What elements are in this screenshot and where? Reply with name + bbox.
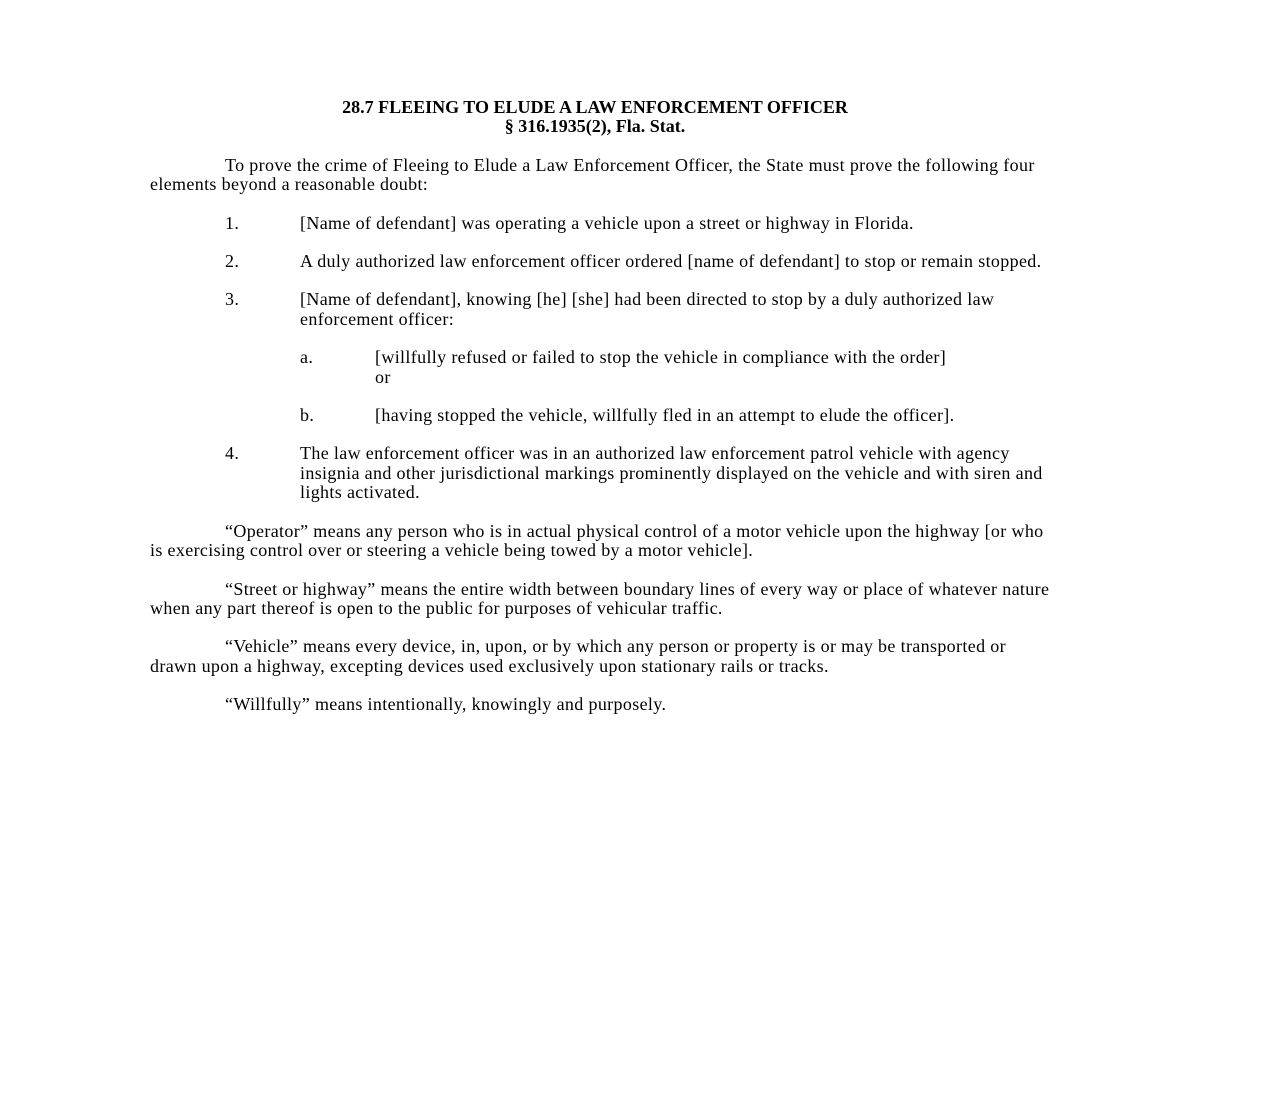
- spacer: [150, 676, 1050, 695]
- spacer: [150, 329, 1050, 348]
- definition-willfully: “Willfully” means intentionally, knowingly and purposely.: [225, 694, 667, 715]
- element-item-2: [150, 252, 1050, 271]
- document-page: [150, 98, 1050, 715]
- spacer: [150, 561, 1050, 580]
- spacer: [150, 503, 1050, 522]
- element-text: [Name of defendant], knowing [he] [she] had been directed to stop by a duly authorized law enforcement officer:: [300, 289, 995, 329]
- definition-street-or-highway: “Street or highway” means the entire width between boundary lines of every way or place of whatever nature when any part thereof is open to the public for purposes of vehicular traffic.: [150, 578, 1050, 618]
- element-number: 1.: [225, 212, 240, 233]
- element-item-4: [150, 444, 1050, 502]
- element-text: A duly authorized law enforcement officer ordered [name of defendant] to stop or remain stopped.: [300, 251, 1042, 272]
- sub-element-letter: b.: [300, 405, 315, 426]
- element-item-3: [150, 290, 1050, 329]
- definition-vehicle: “Vehicle” means every device, in, upon, or by which any person or property is or may be transported or drawn upon a highway, excepting devices used exclusively upon stationary rails or tracks.: [150, 636, 1006, 676]
- element-text: [Name of defendant] was operating a vehicle upon a street or highway in Florida.: [300, 212, 914, 233]
- sub-element-connector: or: [375, 366, 391, 387]
- intro-paragraph: To prove the crime of Fleeing to Elude a Law Enforcement Officer, the State must prove the following four elements beyond a reasonable doubt:: [150, 154, 1035, 195]
- spacer: [150, 387, 1050, 406]
- spacer: [150, 195, 1050, 214]
- sub-element-text: [willfully refused or failed to stop the vehicle in compliance with the order]: [375, 347, 947, 368]
- spacer: [150, 137, 1050, 156]
- element-number: 3.: [225, 289, 240, 310]
- spacer: [150, 271, 1050, 290]
- spacer: [150, 233, 1050, 252]
- document-title: 28.7 FLEEING TO ELUDE A LAW ENFORCEMENT OFFICER: [342, 97, 848, 117]
- sub-element-text: [having stopped the vehicle, willfully fled in an attempt to elude the officer].: [375, 405, 955, 426]
- element-text: The law enforcement officer was in an authorized law enforcement patrol vehicle with agency insignia and other jurisdictional markings prominently displayed on the vehicle and with siren and lights activated.: [300, 443, 1043, 503]
- sub-element-b: [150, 406, 1050, 425]
- sub-element-a: [150, 348, 1050, 387]
- spacer: [150, 618, 1050, 637]
- statute-citation: § 316.1935(2), Fla. Stat.: [504, 116, 686, 137]
- sub-element-letter: a.: [300, 347, 314, 368]
- element-number: 2.: [225, 251, 240, 272]
- element-number: 4.: [225, 443, 240, 464]
- spacer: [150, 425, 1050, 444]
- element-item-1: [150, 214, 1050, 233]
- definition-operator: “Operator” means any person who is in actual physical control of a motor vehicle upon the highway [or who is exercising control over or steering a vehicle being towed by a motor vehicle].: [150, 520, 1044, 561]
